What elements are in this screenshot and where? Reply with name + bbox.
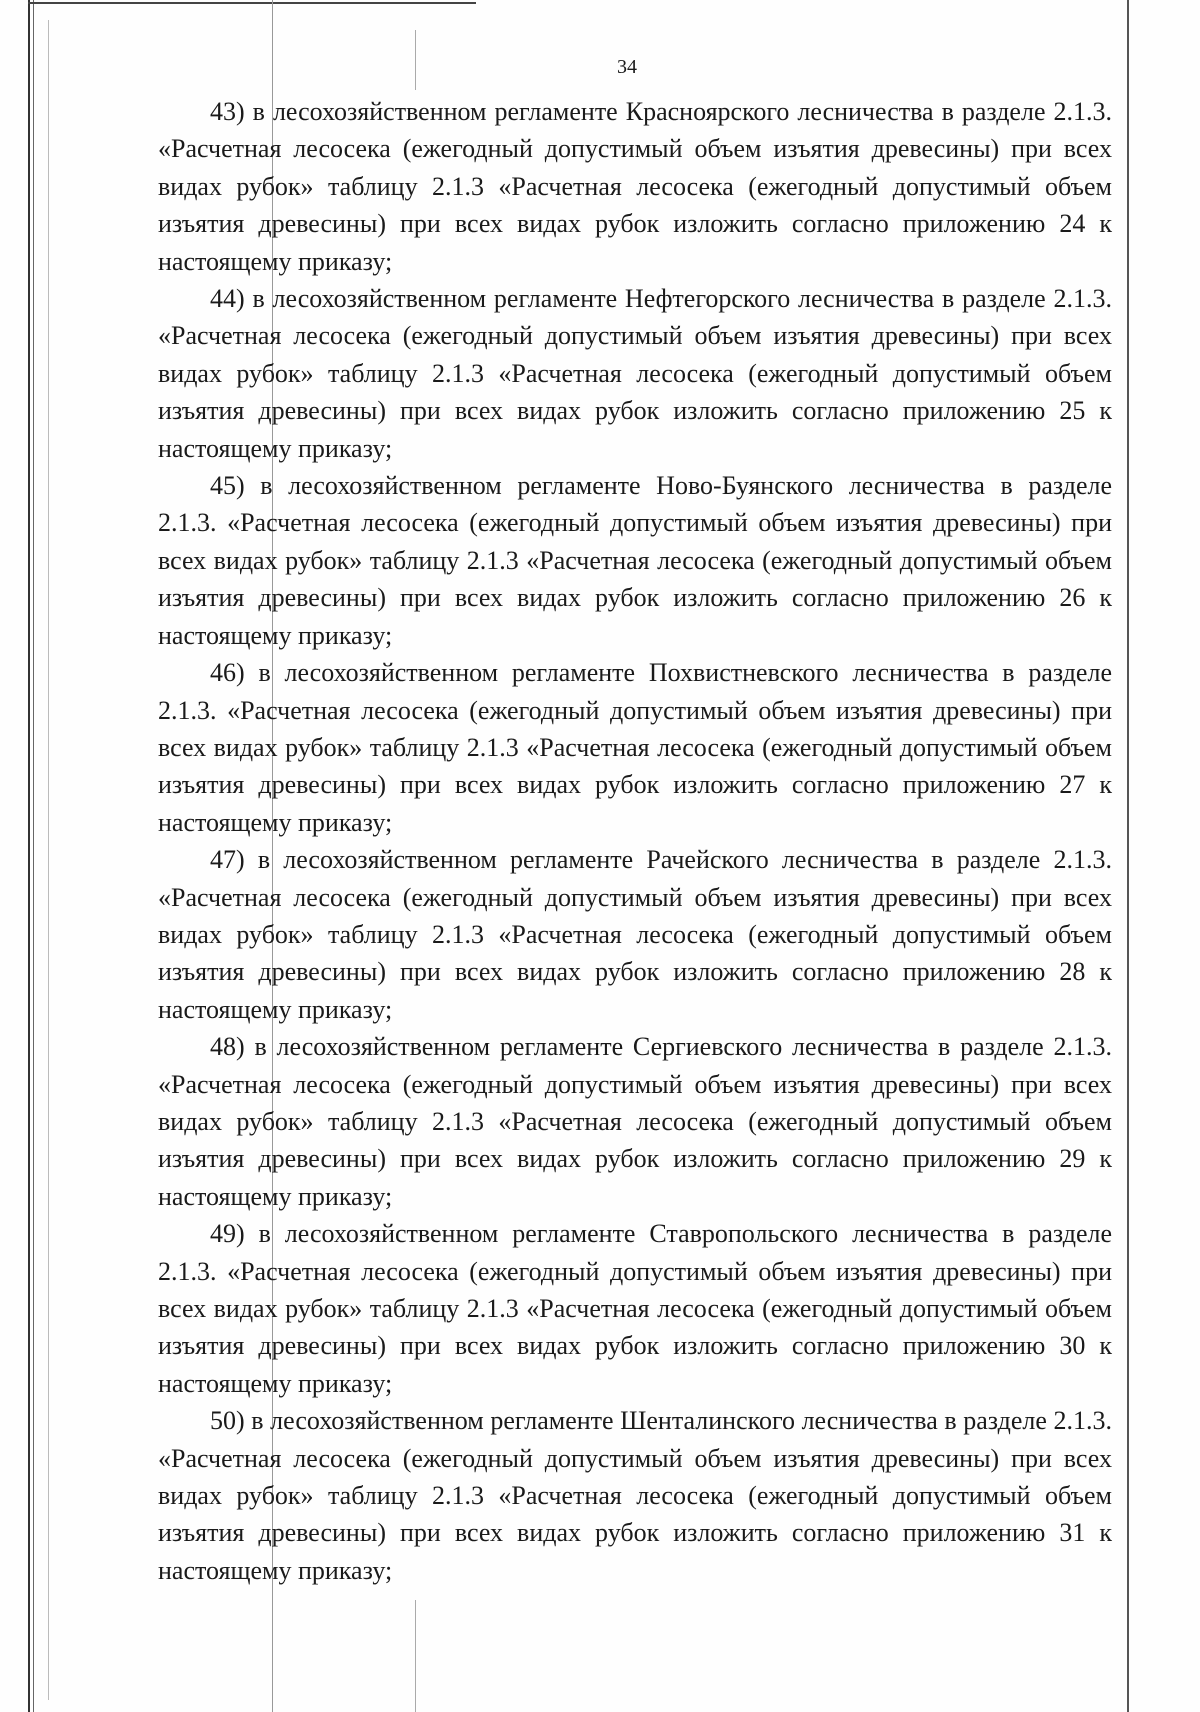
list-item: 45) в лесохозяйственном регламенте Ново-Буянского лесничества в разделе 2.1.3. «Расчетная лесосека (ежегодный допустимый объем изъятия древесины) при всех видах рубок» таблицу 2.1.3 «Расчетная лесосека (ежегодный допустимый объем изъятия древесины) при всех видах рубок изложить согласно приложению 26 к настоящему приказу;	[158, 471, 1112, 650]
scan-right-edge	[1127, 0, 1129, 1712]
list-item: 47) в лесохозяйственном регламенте Рачейского лесничества в разделе 2.1.3. «Расчетная лесосека (ежегодный допустимый объем изъятия древесины) при всех видах рубок» таблицу 2.1.3 «Расчетная лесосека (ежегодный допустимый объем изъятия древесины) при всех видах рубок изложить согласно приложению 28 к настоящему приказу;	[158, 845, 1112, 1024]
list-item: 44) в лесохозяйственном регламенте Нефтегорского лесничества в разделе 2.1.3. «Расчетная лесосека (ежегодный допустимый объем изъятия древесины) при всех видах рубок» таблицу 2.1.3 «Расчетная лесосека (ежегодный допустимый объем изъятия древесины) при всех видах рубок изложить согласно приложению 25 к настоящему приказу;	[158, 284, 1112, 463]
scan-border-line	[48, 20, 49, 1700]
scan-border-line	[28, 0, 30, 1712]
list-item: 49) в лесохозяйственном регламенте Ставропольского лесничества в разделе 2.1.3. «Расчетная лесосека (ежегодный допустимый объем изъятия древесины) при всех видах рубок» таблицу 2.1.3 «Расчетная лесосека (ежегодный допустимый объем изъятия древесины) при всех видах рубок изложить согласно приложению 30 к настоящему приказу;	[158, 1219, 1112, 1398]
scan-border-line	[33, 0, 34, 1712]
scan-top-line	[28, 2, 476, 4]
list-item: 50) в лесохозяйственном регламенте Шенталинского лесничества в разделе 2.1.3. «Расчетная лесосека (ежегодный допустимый объем изъятия древесины) при всех видах рубок» таблицу 2.1.3 «Расчетная лесосека (ежегодный допустимый объем изъятия древесины) при всех видах рубок изложить согласно приложению 31 к настоящему приказу;	[158, 1406, 1112, 1585]
scan-fold-line	[415, 1600, 416, 1712]
list-item: 48) в лесохозяйственном регламенте Сергиевского лесничества в разделе 2.1.3. «Расчетная лесосека (ежегодный допустимый объем изъятия древесины) при всех видах рубок» таблицу 2.1.3 «Расчетная лесосека (ежегодный допустимый объем изъятия древесины) при всех видах рубок изложить согласно приложению 29 к настоящему приказу;	[158, 1032, 1112, 1211]
list-item: 46) в лесохозяйственном регламенте Похвистневского лесничества в разделе 2.1.3. «Расчетная лесосека (ежегодный допустимый объем изъятия древесины) при всех видах рубок» таблицу 2.1.3 «Расчетная лесосека (ежегодный допустимый объем изъятия древесины) при всех видах рубок изложить согласно приложению 27 к настоящему приказу;	[158, 658, 1112, 837]
list-item: 43) в лесохозяйственном регламенте Красноярского лесничества в разделе 2.1.3. «Расчетная лесосека (ежегодный допустимый объем изъятия древесины) при всех видах рубок» таблицу 2.1.3 «Расчетная лесосека (ежегодный допустимый объем изъятия древесины) при всех видах рубок изложить согласно приложению 24 к настоящему приказу;	[158, 97, 1112, 276]
page-number: 34	[617, 56, 637, 78]
document-body	[158, 93, 1112, 1589]
